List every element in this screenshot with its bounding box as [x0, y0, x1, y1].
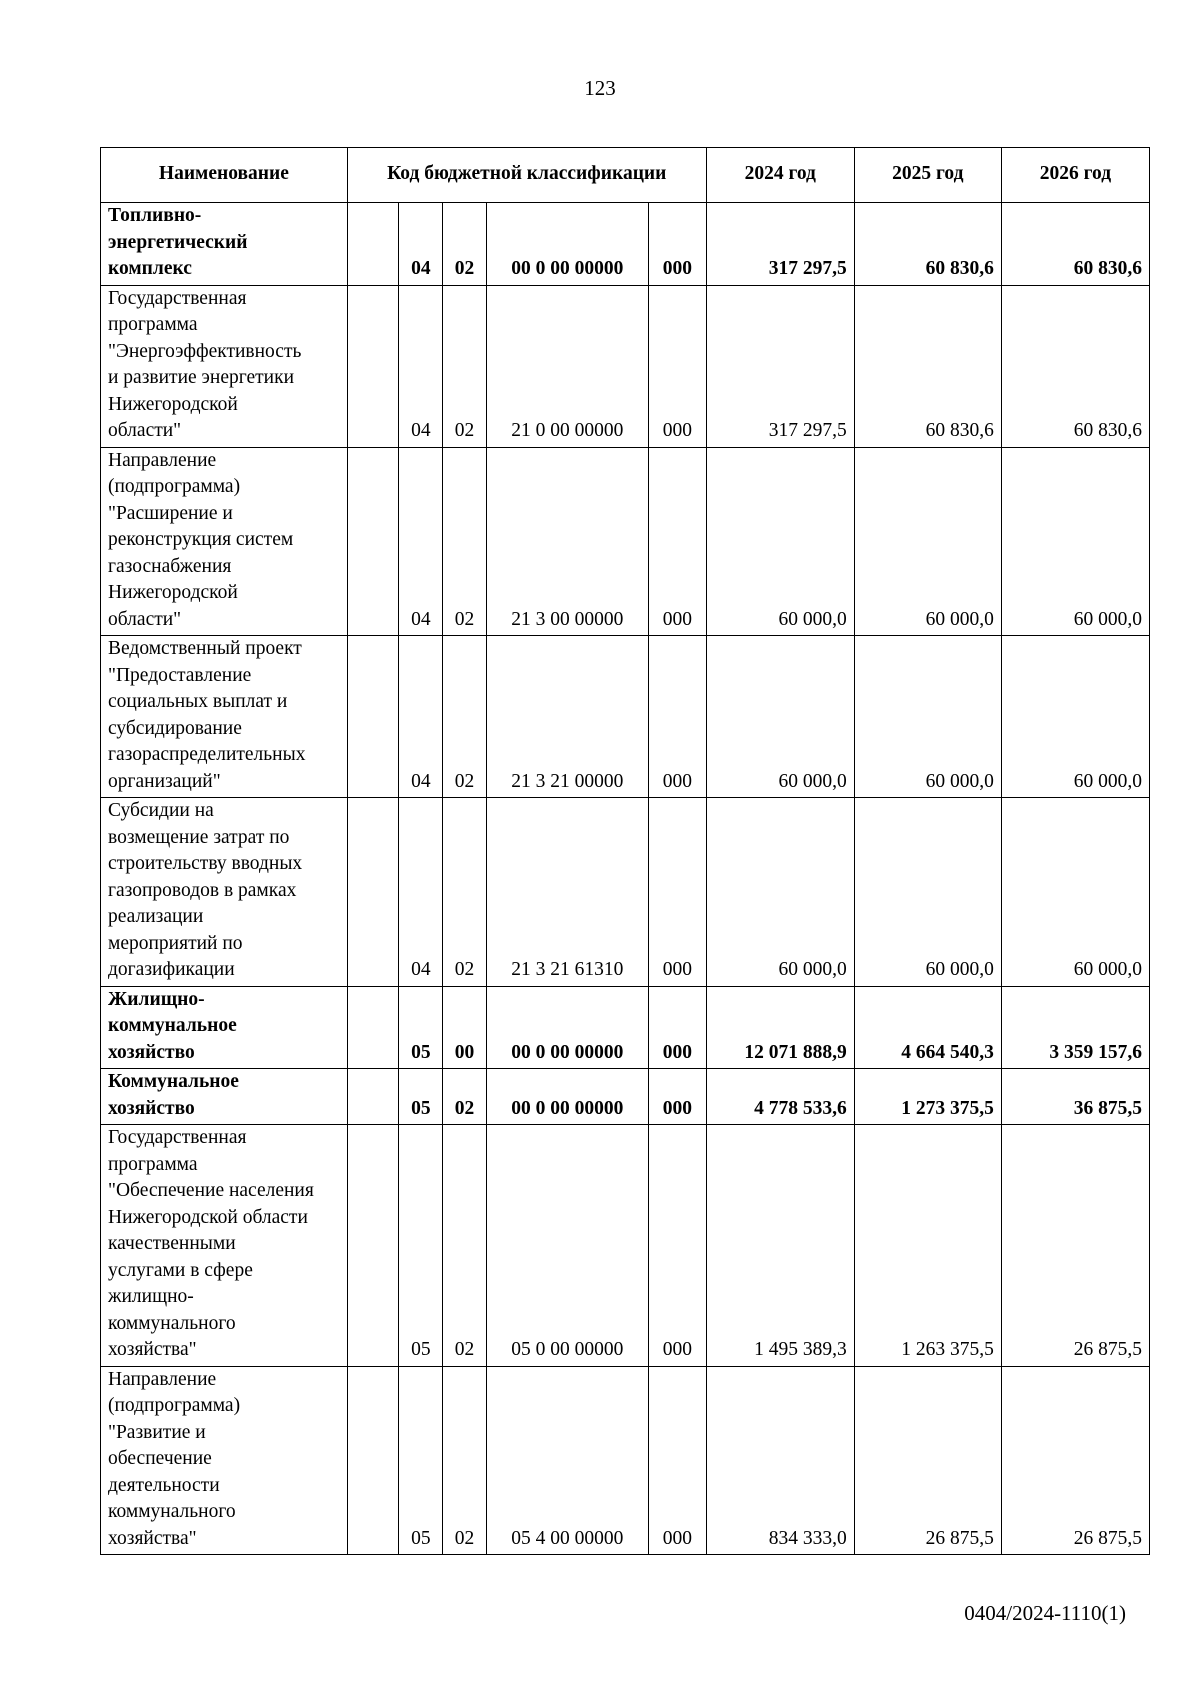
code-section: 04 [399, 798, 443, 987]
amount-2026: 60 000,0 [1001, 447, 1149, 636]
header-2025: 2025 год [854, 148, 1001, 203]
amount-2025: 1 273 375,5 [854, 1069, 1001, 1125]
table-row [101, 798, 1150, 987]
code-subsection: 00 [443, 986, 486, 1069]
code-subsection: 02 [443, 636, 486, 798]
code-subsection: 02 [443, 1366, 486, 1555]
amount-2024: 317 297,5 [706, 203, 854, 286]
table-row [101, 203, 1150, 286]
document-code: 0404/2024-1110(1) [964, 1601, 1126, 1625]
code-subsection: 02 [443, 798, 486, 987]
code-target-article: 05 0 00 00000 [486, 1125, 648, 1367]
code-expense-type: 000 [649, 1069, 707, 1125]
amount-2026: 60 000,0 [1001, 798, 1149, 987]
row-name: Субсидии на возмещение затрат по строительству вводных газопроводов в рамках реализации мероприятий по догазификации [101, 798, 348, 987]
table-body [101, 203, 1150, 1555]
amount-2026: 26 875,5 [1001, 1366, 1149, 1555]
code-subsection: 02 [443, 447, 486, 636]
row-name: Жилищно- коммунальное хозяйство [101, 986, 348, 1069]
header-2026: 2026 год [1001, 148, 1149, 203]
table-row [101, 986, 1150, 1069]
code-target-article: 21 0 00 00000 [486, 285, 648, 447]
code-subsection: 02 [443, 285, 486, 447]
row-name: Государственная программа "Энергоэффективность и развитие энергетики Нижегородской области" [101, 285, 348, 447]
code-subsection: 02 [443, 203, 486, 286]
code-target-article: 21 3 00 00000 [486, 447, 648, 636]
code-section-empty [347, 1125, 398, 1367]
code-target-article: 21 3 21 61310 [486, 798, 648, 987]
code-section-empty [347, 1366, 398, 1555]
header-budget-code: Код бюджетной классификации [347, 148, 706, 203]
code-section: 04 [399, 203, 443, 286]
code-target-article: 05 4 00 00000 [486, 1366, 648, 1555]
amount-2024: 317 297,5 [706, 285, 854, 447]
code-expense-type: 000 [649, 285, 707, 447]
code-section: 05 [399, 1125, 443, 1367]
code-section: 05 [399, 1069, 443, 1125]
code-expense-type: 000 [649, 798, 707, 987]
amount-2024: 834 333,0 [706, 1366, 854, 1555]
code-expense-type: 000 [649, 986, 707, 1069]
amount-2025: 26 875,5 [854, 1366, 1001, 1555]
amount-2024: 60 000,0 [706, 798, 854, 987]
table-row [101, 1366, 1150, 1555]
code-section-empty [347, 285, 398, 447]
code-section: 05 [399, 986, 443, 1069]
header-2024: 2024 год [706, 148, 854, 203]
amount-2025: 60 000,0 [854, 447, 1001, 636]
amount-2026: 26 875,5 [1001, 1125, 1149, 1367]
amount-2026: 36 875,5 [1001, 1069, 1149, 1125]
row-name: Коммунальное хозяйство [101, 1069, 348, 1125]
code-section-empty [347, 986, 398, 1069]
table-row [101, 1069, 1150, 1125]
code-expense-type: 000 [649, 447, 707, 636]
code-section-empty [347, 447, 398, 636]
code-section: 05 [399, 1366, 443, 1555]
amount-2026: 60 000,0 [1001, 636, 1149, 798]
code-subsection: 02 [443, 1069, 486, 1125]
amount-2024: 4 778 533,6 [706, 1069, 854, 1125]
code-section: 04 [399, 285, 443, 447]
code-section-empty [347, 203, 398, 286]
row-name: Направление (подпрограмма) "Расширение и реконструкция систем газоснабжения Нижегородской области" [101, 447, 348, 636]
code-section-empty [347, 636, 398, 798]
table-header-row [101, 148, 1150, 203]
table-row [101, 636, 1150, 798]
amount-2025: 60 830,6 [854, 285, 1001, 447]
row-name: Направление (подпрограмма) "Развитие и обеспечение деятельности коммунального хозяйства" [101, 1366, 348, 1555]
row-name: Топливно- энергетический комплекс [101, 203, 348, 286]
code-section-empty [347, 1069, 398, 1125]
amount-2026: 60 830,6 [1001, 285, 1149, 447]
table-row [101, 1125, 1150, 1367]
amount-2024: 60 000,0 [706, 447, 854, 636]
amount-2024: 1 495 389,3 [706, 1125, 854, 1367]
code-expense-type: 000 [649, 636, 707, 798]
row-name: Государственная программа "Обеспечение населения Нижегородской области качественными услугами в сфере жилищно- коммунального хозяйства" [101, 1125, 348, 1367]
code-target-article: 00 0 00 00000 [486, 203, 648, 286]
page-number: 123 [584, 76, 616, 100]
table-row [101, 285, 1150, 447]
amount-2026: 60 830,6 [1001, 203, 1149, 286]
code-target-article: 21 3 21 00000 [486, 636, 648, 798]
code-target-article: 00 0 00 00000 [486, 1069, 648, 1125]
row-name: Ведомственный проект "Предоставление социальных выплат и субсидирование газораспределительных организаций" [101, 636, 348, 798]
amount-2025: 60 000,0 [854, 636, 1001, 798]
code-target-article: 00 0 00 00000 [486, 986, 648, 1069]
code-section: 04 [399, 447, 443, 636]
code-section: 04 [399, 636, 443, 798]
amount-2025: 60 830,6 [854, 203, 1001, 286]
code-expense-type: 000 [649, 203, 707, 286]
amount-2024: 60 000,0 [706, 636, 854, 798]
amount-2026: 3 359 157,6 [1001, 986, 1149, 1069]
table-row [101, 447, 1150, 636]
header-name: Наименование [101, 148, 348, 203]
budget-table [100, 147, 1150, 1555]
code-expense-type: 000 [649, 1125, 707, 1367]
amount-2025: 4 664 540,3 [854, 986, 1001, 1069]
code-section-empty [347, 798, 398, 987]
amount-2025: 60 000,0 [854, 798, 1001, 987]
amount-2025: 1 263 375,5 [854, 1125, 1001, 1367]
amount-2024: 12 071 888,9 [706, 986, 854, 1069]
code-expense-type: 000 [649, 1366, 707, 1555]
code-subsection: 02 [443, 1125, 486, 1367]
